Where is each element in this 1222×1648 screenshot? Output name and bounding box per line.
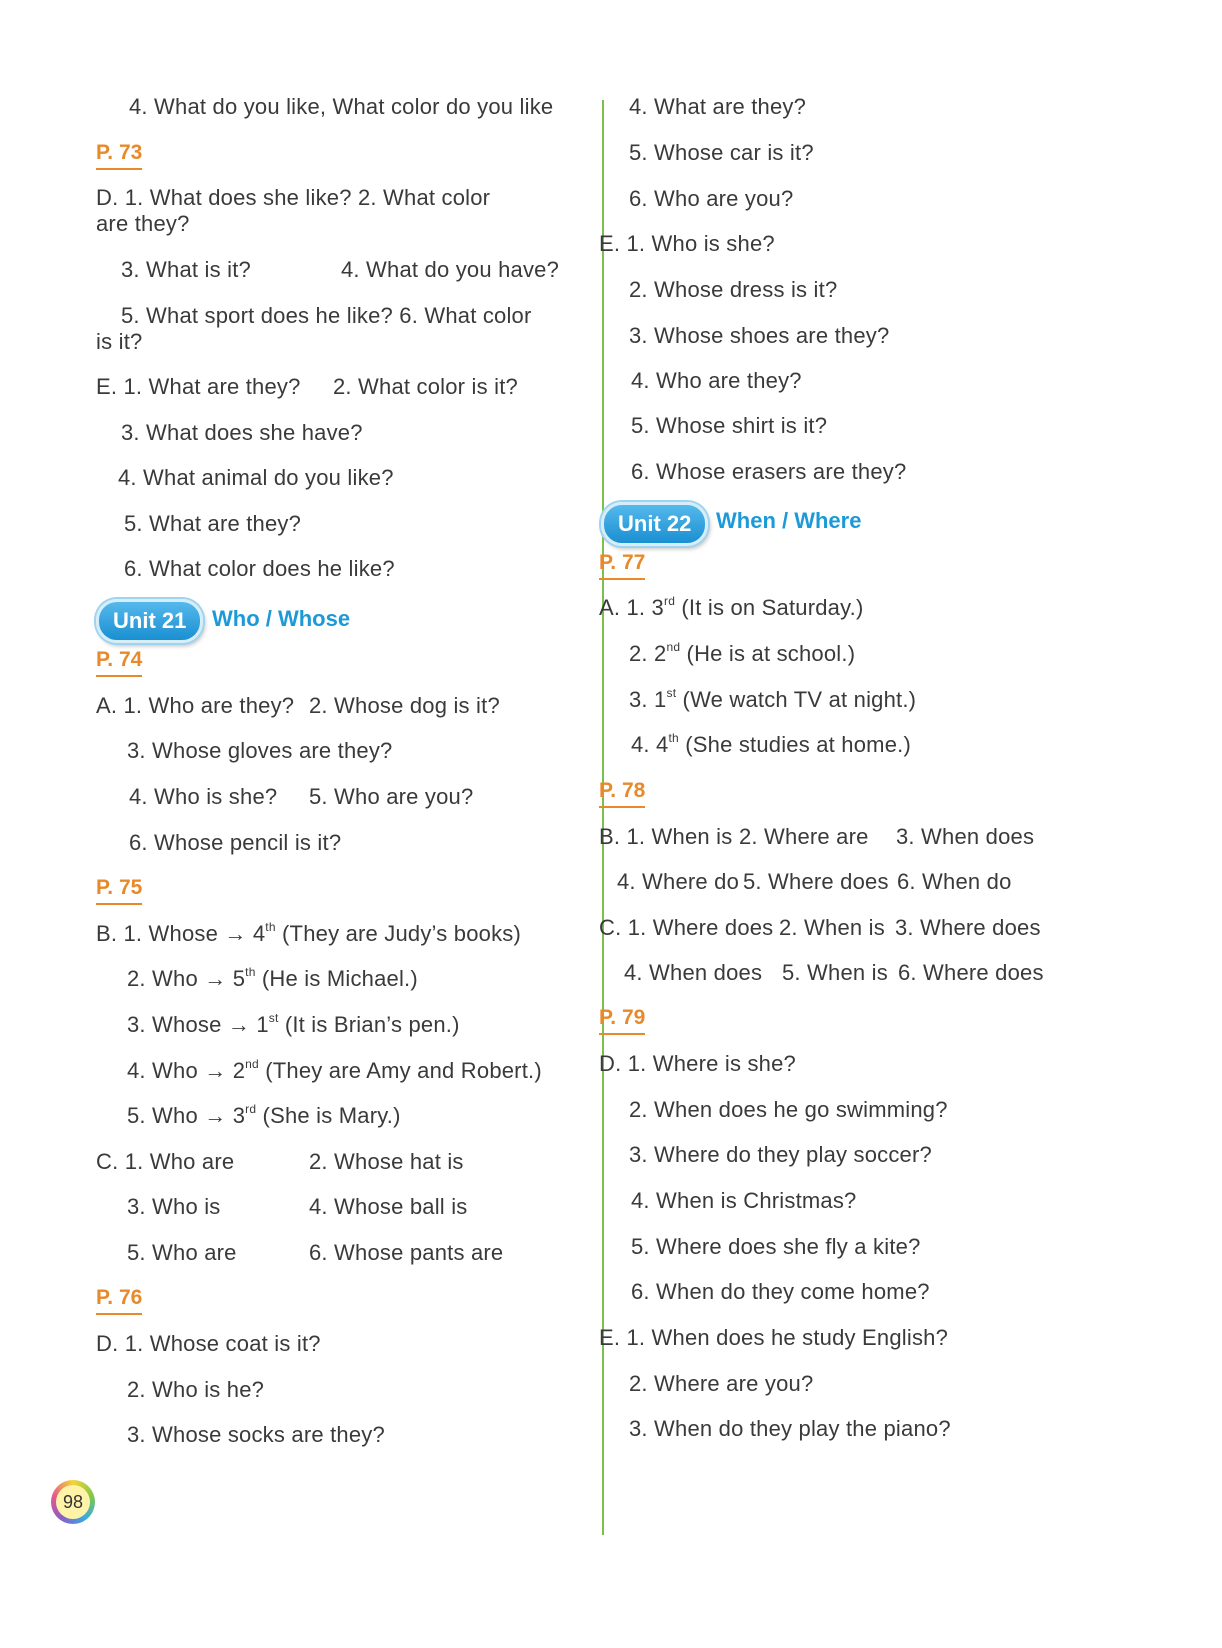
answer-line: 4. Whose ball is bbox=[309, 1194, 468, 1219]
answer-line: 2. 2nd (He is at school.) bbox=[629, 639, 856, 666]
answer-line: C. 1. Where does bbox=[599, 915, 774, 940]
answer-line: 3. Whose shoes are they? bbox=[629, 323, 890, 348]
answer-line: 3. Whose socks are they? bbox=[127, 1422, 385, 1447]
answer-line: 2. Whose dog is it? bbox=[309, 693, 500, 718]
answer-line: 3. When does bbox=[896, 824, 1035, 849]
answer-line: 4. When is Christmas? bbox=[631, 1188, 857, 1213]
answer-line: 3. Who is bbox=[127, 1194, 221, 1219]
answer-line: 4. 4th (She studies at home.) bbox=[631, 730, 911, 757]
page-ref-79: P. 79 bbox=[599, 1005, 645, 1035]
answer-line: 3. Where does bbox=[895, 915, 1041, 940]
answer-line: 5. Who are you? bbox=[309, 784, 474, 809]
answer-line: 5. Where does bbox=[743, 869, 889, 894]
answer-line: E. 1. What are they? bbox=[96, 374, 301, 399]
answer-line: 2. What color is it? bbox=[333, 374, 518, 399]
answer-line: 6. Where does bbox=[898, 960, 1044, 985]
answer-line: 4. What do you like, What color do you like bbox=[129, 94, 554, 119]
answer-line: D. 1. What does she like? 2. What color are they? bbox=[96, 185, 491, 236]
answer-line: E. 1. When does he study English? bbox=[599, 1325, 949, 1350]
answer-line: C. 1. Who are bbox=[96, 1149, 235, 1174]
answer-line: 3. What does she have? bbox=[121, 420, 363, 445]
answer-line: 2. Who → 5th (He is Michael.) bbox=[127, 964, 418, 991]
page-ref-73: P. 73 bbox=[96, 140, 142, 170]
page-number-badge bbox=[51, 1480, 95, 1524]
answer-line: E. 1. Who is she? bbox=[599, 231, 775, 256]
page-number: 98 bbox=[56, 1485, 90, 1519]
answer-line: 5. Whose shirt is it? bbox=[631, 413, 828, 438]
answer-line: 3. Where do they play soccer? bbox=[629, 1142, 932, 1167]
answer-line: 2. Who is he? bbox=[127, 1377, 265, 1402]
answer-line: 6. When do bbox=[897, 869, 1012, 894]
page-ref-75: P. 75 bbox=[96, 875, 142, 905]
answer-line: 3. What is it? bbox=[121, 257, 251, 282]
unit-22-title: When / Where bbox=[716, 508, 862, 533]
column-divider bbox=[602, 100, 604, 1535]
answer-line: 2. When is bbox=[779, 915, 885, 940]
answer-line: 5. When is bbox=[782, 960, 888, 985]
page-ref-74: P. 74 bbox=[96, 647, 142, 677]
answer-line: 5. What sport does he like? 6. What color is it? bbox=[96, 303, 532, 354]
page-ref-78: P. 78 bbox=[599, 778, 645, 808]
answer-line: 3. Whose → 1st (It is Brian’s pen.) bbox=[127, 1010, 460, 1037]
unit-21-title: Who / Whose bbox=[212, 606, 351, 631]
answer-line: 5. Whose car is it? bbox=[629, 140, 814, 165]
answer-line: 6. Whose pants are bbox=[309, 1240, 504, 1265]
page-ref-76: P. 76 bbox=[96, 1285, 142, 1315]
answer-line: 5. Who → 3rd (She is Mary.) bbox=[127, 1101, 401, 1128]
answer-line: 3. 1st (We watch TV at night.) bbox=[629, 685, 917, 712]
answer-line: 2. Where are you? bbox=[629, 1371, 814, 1396]
answer-line: 2. Whose hat is bbox=[309, 1149, 464, 1174]
answer-line: 4. Who → 2nd (They are Amy and Robert.) bbox=[127, 1056, 542, 1083]
answer-line: 5. Where does she fly a kite? bbox=[631, 1234, 921, 1259]
answer-line: 4. What are they? bbox=[629, 94, 807, 119]
answer-line: 6. What color does he like? bbox=[124, 556, 395, 581]
answer-line: 2. Whose dress is it? bbox=[629, 277, 838, 302]
page-ref-77: P. 77 bbox=[599, 550, 645, 580]
answer-line: 3. Whose gloves are they? bbox=[127, 738, 393, 763]
answer-line: 4. What do you have? bbox=[341, 257, 560, 282]
answer-line: 5. What are they? bbox=[124, 511, 302, 536]
answer-line: A. 1. 3rd (It is on Saturday.) bbox=[599, 593, 864, 620]
answer-line: A. 1. Who are they? bbox=[96, 693, 295, 718]
answer-line: 6. Who are you? bbox=[629, 186, 794, 211]
answer-line: 4. What animal do you like? bbox=[118, 465, 394, 490]
answer-line: D. 1. Where is she? bbox=[599, 1051, 796, 1076]
unit-22-badge: Unit 22 bbox=[601, 502, 708, 546]
answer-line: 5. Who are bbox=[127, 1240, 237, 1265]
answer-line: B. 1. When is bbox=[599, 824, 733, 849]
answer-line: 6. When do they come home? bbox=[631, 1279, 930, 1304]
answer-line: 6. Whose erasers are they? bbox=[631, 459, 907, 484]
answer-line: 3. When do they play the piano? bbox=[629, 1416, 951, 1441]
answer-line: 4. Where do bbox=[617, 869, 740, 894]
answer-line: 6. Whose pencil is it? bbox=[129, 830, 342, 855]
answer-line: 2. When does he go swimming? bbox=[629, 1097, 948, 1122]
answer-line: 2. Where are bbox=[739, 824, 869, 849]
answer-line: 4. When does bbox=[624, 960, 763, 985]
answer-line: D. 1. Whose coat is it? bbox=[96, 1331, 321, 1356]
answer-line: 4. Who are they? bbox=[631, 368, 802, 393]
unit-21-badge: Unit 21 bbox=[96, 599, 203, 643]
answer-line: 4. Who is she? bbox=[129, 784, 278, 809]
answer-line: B. 1. Whose → 4th (They are Judy’s books) bbox=[96, 919, 521, 946]
